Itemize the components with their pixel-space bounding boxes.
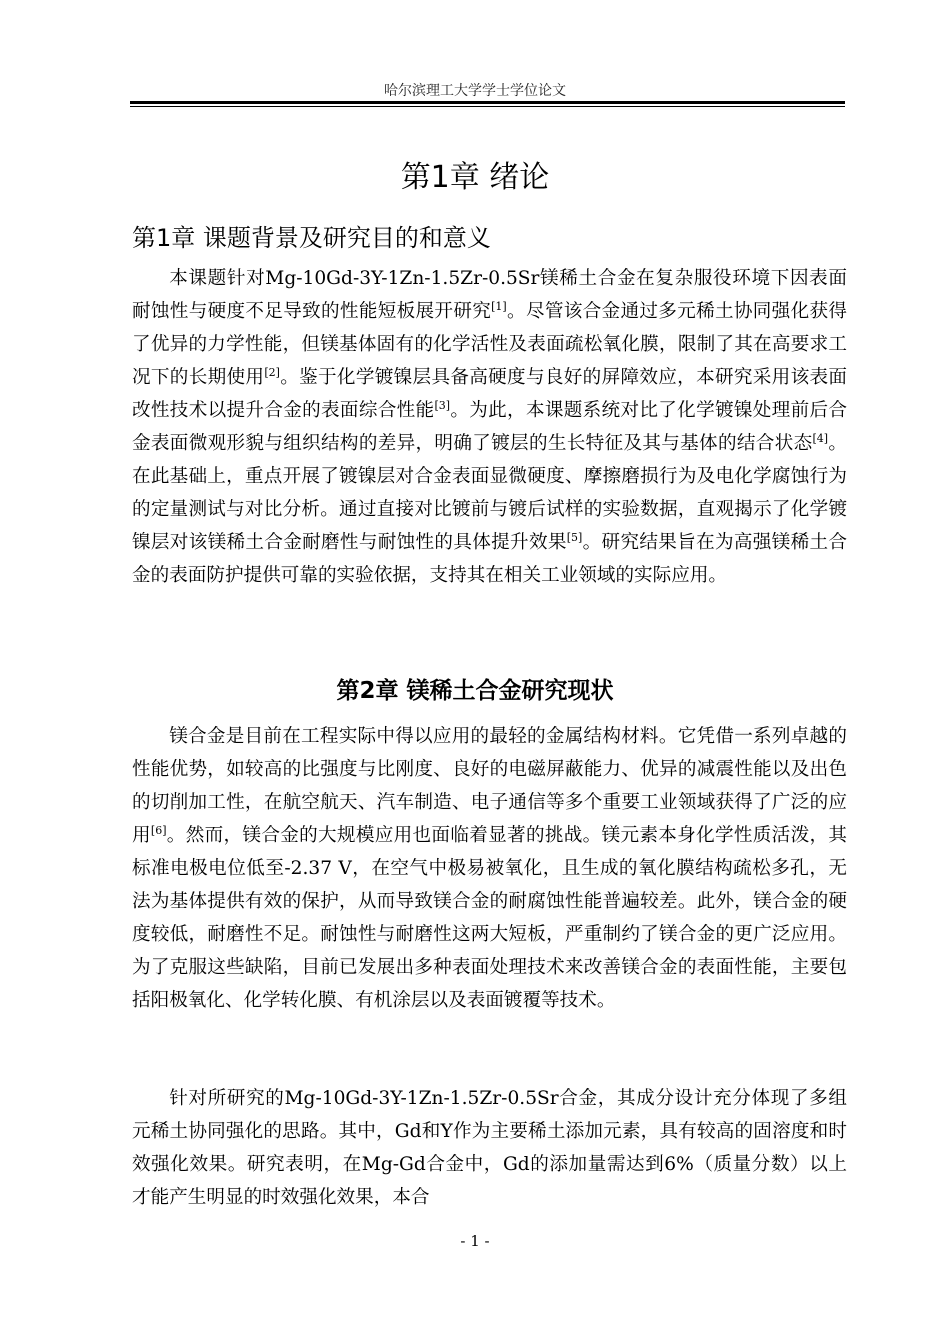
page-number: - 1 - bbox=[460, 1232, 490, 1250]
section-1-title: 第1章 课题背景及研究目的和意义 bbox=[132, 224, 491, 252]
paragraph-text-run: 。尽管该合金通过多元稀土协同强化获得了优异的力学性能，但镁基体固有的化学活性及表面疏松氧化膜，限制了其在高要求工况下的长期使用 bbox=[132, 301, 847, 388]
paragraph-text-run: 。研究结果旨在为高强镁稀土合金的表面防护提供可靠的实验依据，支持其在相关工业领域的实际应用。 bbox=[132, 532, 847, 586]
chapter-2-title: 第2章 镁稀土合金研究现状 bbox=[336, 678, 614, 704]
paragraph-text-run: 镁合金是目前在工程实际中得以应用的最轻的金属结构材料。它凭借一系列卓越的性能优势，如较高的比强度与比刚度、良好的电磁屏蔽能力、优异的减震性能以及出色的切削加工性，在航空航天、汽车制造、电子通信等多个重要工业领域获得了广泛的应用 bbox=[132, 726, 847, 846]
header-title: 哈尔滨理工大学学士学位论文 bbox=[384, 83, 566, 99]
paragraph-text-run: 。然而，镁合金的大规模应用也面临着显著的挑战。镁元素本身化学性质活泼，其标准电极电位低至-2.37 V，在空气中极易被氧化，且生成的氧化膜结构疏松多孔，无法为基体提供有效的保护，从而导致镁合金的耐腐蚀性能普遍较差。此外，镁合金的硬度较低，耐磨性不足。耐蚀性与耐磨性这两大短板，严重制约了镁合金的更广泛应用。为了克服这些缺陷，目前已发展出多种表面处理技术来改善镁合金的表面性能，主要包括阳极氧化、化学转化膜、有机涂层以及表面镀覆等技术。 bbox=[132, 825, 847, 1011]
citation-ref: [6] bbox=[150, 824, 167, 837]
header-rule-thin bbox=[130, 106, 845, 107]
citation-ref: [3] bbox=[434, 399, 451, 412]
chapter-2-paragraph-2 bbox=[132, 1082, 847, 1214]
chapter-1-title: 第1章 绪论 bbox=[400, 160, 550, 195]
citation-ref: [5] bbox=[566, 531, 583, 544]
citation-ref: [1] bbox=[491, 300, 507, 313]
chapter-2-paragraph-1 bbox=[132, 720, 847, 1017]
paragraph-text-run: 。为此，本课题系统对比了化学镀镍处理前后合金表面微观形貌与组织结构的差异，明确了镀层的生长特征及其与基体的结合状态 bbox=[132, 400, 847, 454]
citation-ref: [2] bbox=[264, 366, 280, 379]
paragraph-text-run: 。在此基础上，重点开展了镀镍层对合金表面显微硬度、摩擦磨损行为及电化学腐蚀行为的定量测试与对比分析。通过直接对比镀前与镀后试样的实验数据，直观揭示了化学镀镍层对该镁稀土合金耐磨性与耐蚀性的具体提升效果 bbox=[132, 433, 847, 553]
header-rule-thick bbox=[130, 101, 845, 104]
paragraph-text-run: 针对所研究的Mg-10Gd-3Y-1Zn-1.5Zr-0.5Sr合金，其成分设计充分体现了多组元稀土协同强化的思路。其中，Gd和Y作为主要稀土添加元素，具有较高的固溶度和时效强化效果。研究表明，在Mg-Gd合金中，Gd的添加量需达到6%（质量分数）以上才能产生明显的时效强化效果，本合 bbox=[132, 1088, 847, 1208]
citation-ref: [4] bbox=[812, 432, 829, 445]
chapter-1-paragraph bbox=[132, 262, 847, 592]
paragraph-text-run: 。鉴于化学镀镍层具备高硬度与良好的屏障效应，本研究采用该表面改性技术以提升合金的表面综合性能 bbox=[132, 367, 847, 421]
paragraph-text-run: 本课题针对Mg-10Gd-3Y-1Zn-1.5Zr-0.5Sr镁稀土合金在复杂服役环境下因表面耐蚀性与硬度不足导致的性能短板展开研究 bbox=[132, 268, 847, 322]
